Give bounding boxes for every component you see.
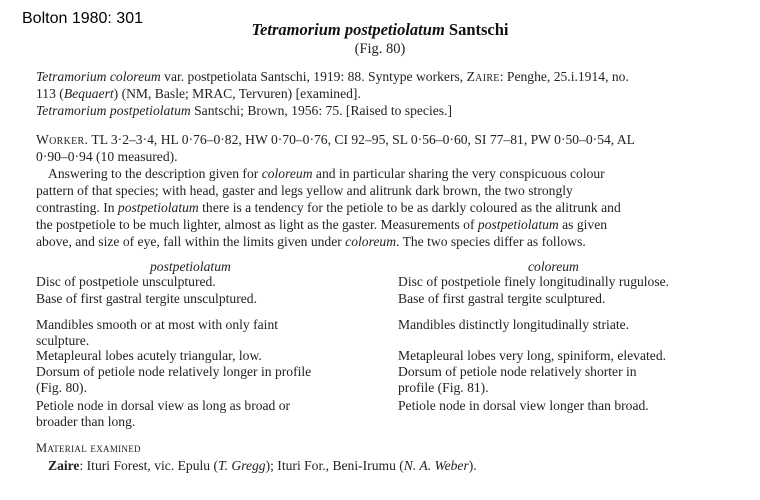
comparison-right-item: Petiole node in dorsal view longer than broad. [398, 398, 649, 413]
description-line-2: pattern of that species; with head, gaster and legs yellow and alitrunk dark brown, the two strongly [36, 183, 573, 198]
comparison-header-postpetiolatum: postpetiolatum [150, 259, 231, 274]
comparison-left-item: Petiole node in dorsal view as long as broad or [36, 398, 291, 413]
comparison-right-item: Mandibles distinctly longitudinally striate. [398, 317, 630, 332]
worker-measurements-line-1: Worker. TL 3·2–3·4, HL 0·76–0·82, HW 0·70–0·76, CI 92–95, SL 0·56–0·60, SI 77–81, PW 0·50–0·54, AL [36, 132, 635, 147]
comparison-left-item: Mandibles smooth or at most with only faint [36, 317, 279, 332]
comparison-left-item: Base of first gastral tergite unsculptured. [36, 291, 257, 306]
material-heading: Material examined [36, 441, 141, 455]
source-citation: Bolton 1980: 301 [22, 10, 143, 27]
comparison-right-item: profile (Fig. 81). [398, 380, 489, 395]
comparison-left-item: (Fig. 80). [36, 380, 87, 395]
figure-reference: (Fig. 80) [354, 41, 406, 57]
comparison-right-item: Disc of postpetiole finely longitudinally rugulose. [398, 274, 670, 289]
comparison-left-item: Metapleural lobes acutely triangular, low. [36, 348, 262, 363]
species-author: Santschi [448, 20, 509, 39]
synonymy-line-3: Tetramorium postpetiolatum Santschi; Brown, 1956: 75. [Raised to species.] [36, 103, 452, 118]
comparison-left-item: Disc of postpetiole unsculptured. [36, 274, 216, 289]
material-text: Zaire: Ituri Forest, vic. Epulu (T. Gregg); Ituri For., Beni-Irumu (N. A. Weber). [48, 458, 477, 473]
comparison-left-item: Dorsum of petiole node relatively longer in profile [36, 364, 312, 379]
description-line-4: the postpetiole to be much lighter, almost as light as the gaster. Measurements of postpetiolatum as given [36, 217, 608, 232]
synonymy-line-2: 113 (Bequaert) (NM, Basle; MRAC, Tervuren) [examined]. [36, 86, 361, 101]
comparison-left-item: broader than long. [36, 414, 136, 429]
comparison-right-item: Dorsum of petiole node relatively shorter in [398, 364, 637, 379]
description-line-3: contrasting. In postpetiolatum there is a tendency for the petiole to be as darkly coloured as the alitrunk and [36, 200, 621, 215]
synonymy-line-1: Tetramorium coloreum var. postpetiolata Santschi, 1919: 88. Syntype workers, Zaire: Penghe, 25.i.1914, no. [36, 69, 629, 84]
comparison-right-item: Metapleural lobes very long, spiniform, elevated. [398, 348, 667, 363]
species-name: Tetramorium postpetiolatum [251, 20, 445, 39]
worker-measurements-line-2: 0·90–0·94 (10 measured). [36, 149, 178, 164]
comparison-header-coloreum: coloreum [528, 259, 579, 274]
comparison-right-item: Base of first gastral tergite sculptured. [398, 291, 606, 306]
description-line-1: Answering to the description given for coloreum and in particular sharing the very conspicuous colour [48, 166, 605, 181]
comparison-left-item: sculpture. [36, 333, 90, 348]
description-line-5: above, and size of eye, fall within the limits given under coloreum. The two species differ as follows. [36, 234, 586, 249]
species-title [0, 20, 760, 40]
